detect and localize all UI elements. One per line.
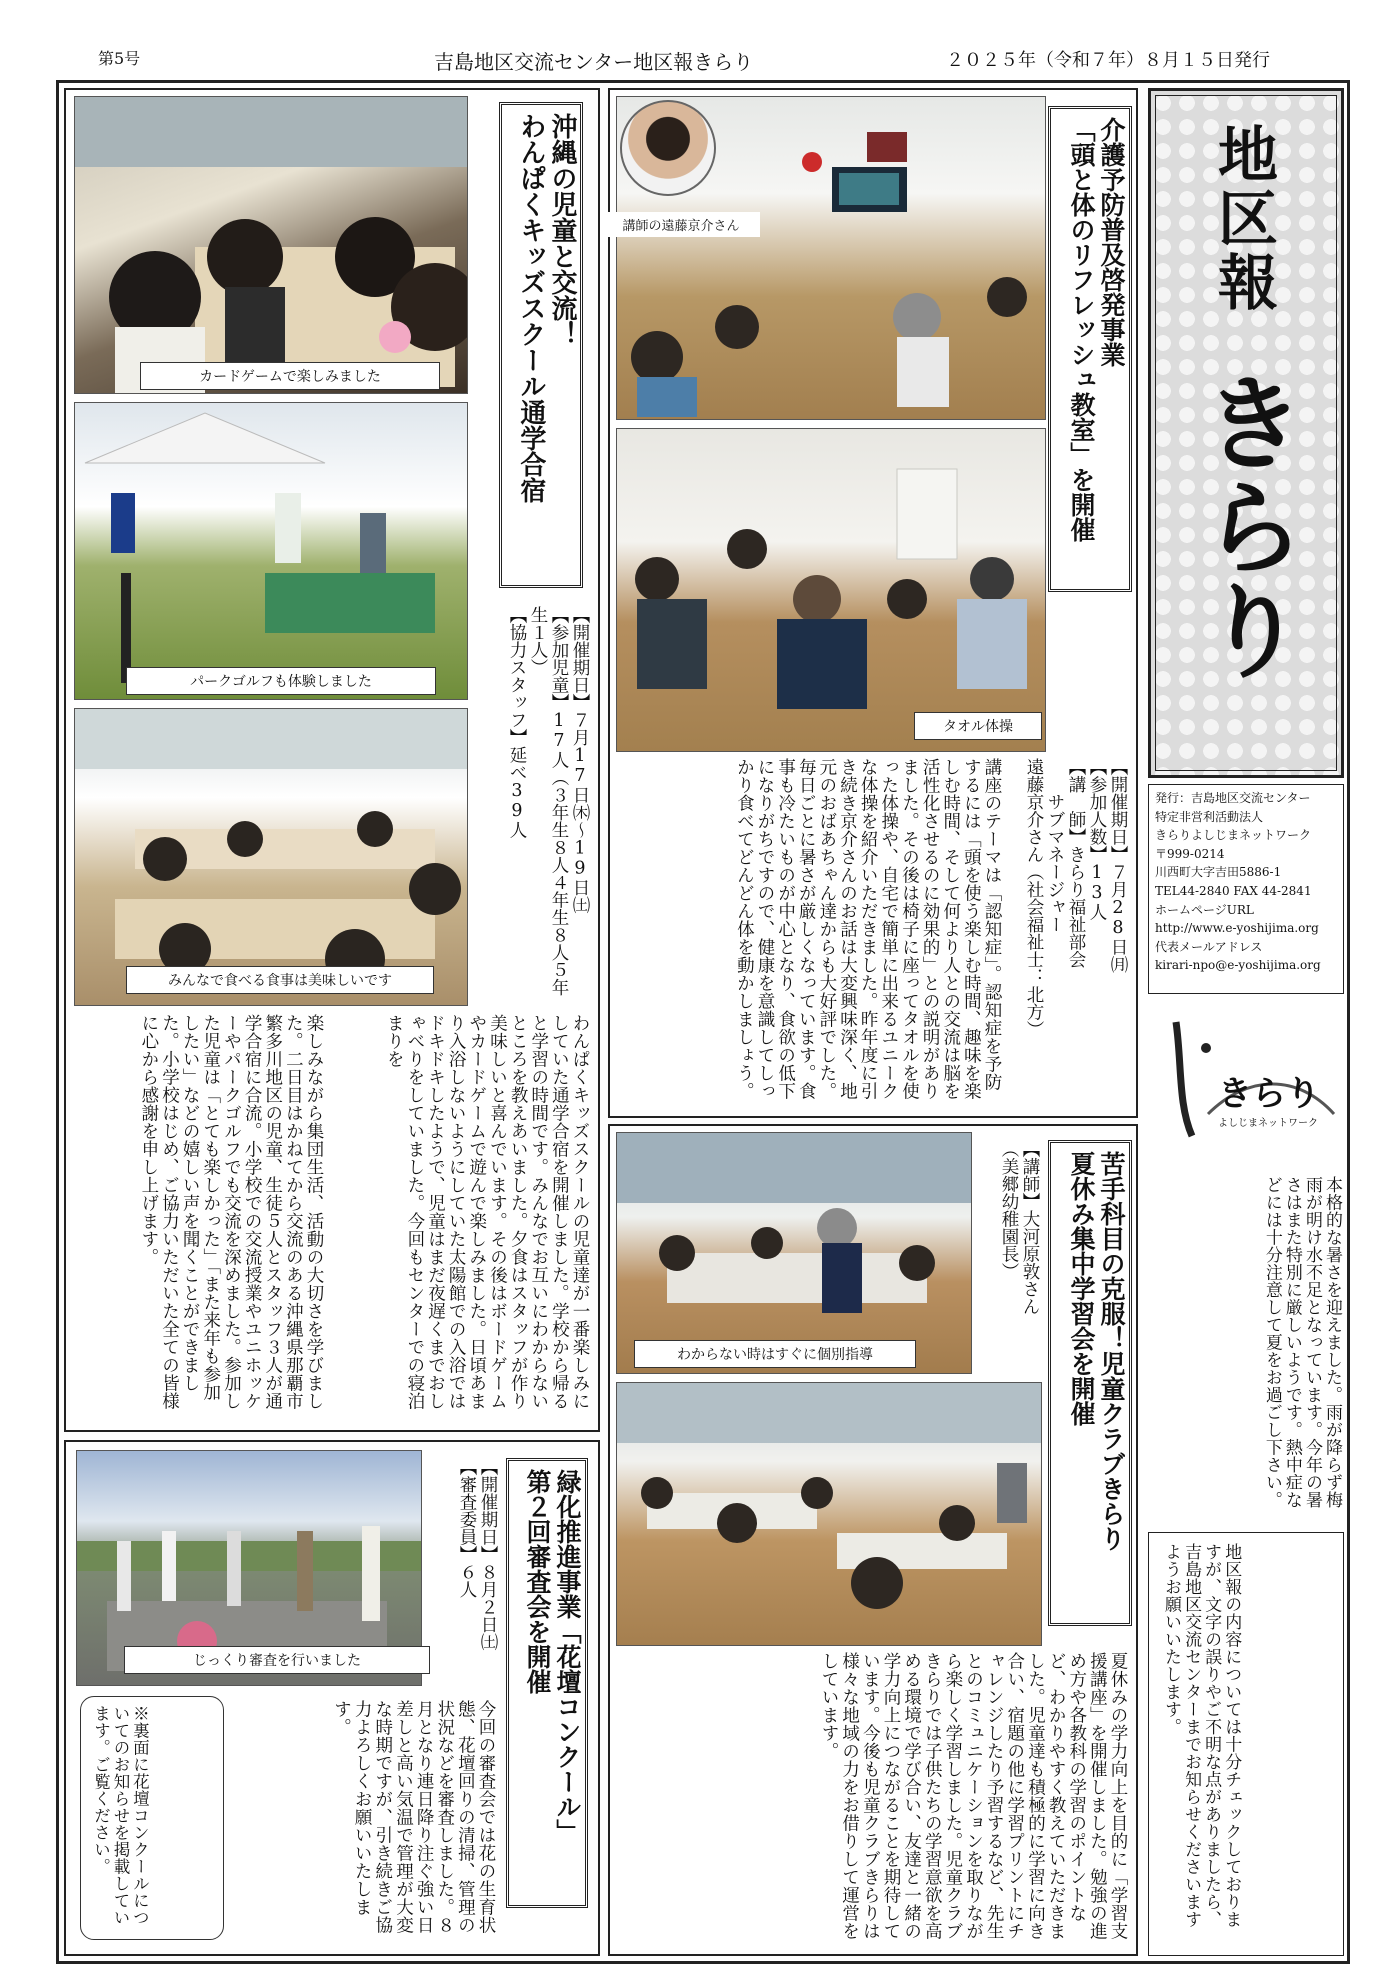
notice-box: [1148, 1532, 1344, 1956]
study-title-line1: 苦手科目の克服！児童クラブきらり: [1097, 1151, 1126, 1551]
green-title: [506, 1458, 588, 1908]
kaigo-title-line1: 介護予防普及啓発事業: [1097, 117, 1126, 367]
meal-photo: [74, 708, 468, 1006]
card-game-illustration: [75, 97, 467, 393]
publisher-line: 特定非営利活動法人: [1155, 809, 1264, 824]
publisher-info: [1148, 784, 1344, 994]
kirari-logo: [1148, 1004, 1344, 1152]
park-golf-photo: [74, 402, 468, 700]
kids-info-staff: 【協力スタッフ】延べ39人: [507, 606, 527, 839]
kids-info-children: 【参加児童】17人（３年生８人４年生８人５年生１人）: [528, 606, 569, 996]
lecturer-portrait: [620, 100, 716, 196]
park-golf-illustration: [75, 403, 467, 699]
green-info: [428, 1458, 498, 1678]
publisher-line: TEL44-2840 FAX 44-2841: [1155, 883, 1312, 898]
card-game-photo: [74, 96, 468, 394]
kids-info: [472, 606, 590, 1000]
tutoring-illustration: [617, 1133, 971, 1373]
study-title: [1048, 1140, 1132, 1626]
meal-illustration: [75, 709, 467, 1005]
caption-park-golf: パークゴルフも体験しました: [126, 667, 436, 695]
caption-review: じっくり審査を行いました: [124, 1646, 430, 1674]
issue-number: 第5号: [98, 49, 141, 68]
kaigo-info-date: 【開催期日】７月28日㈪: [1108, 758, 1128, 973]
green-note: ※裏面に花壇コンクールについてのお知らせを掲載しています。ご覧ください。: [91, 1705, 150, 1926]
greeting-text: 本格的な暑さを迎えました。雨が降らず梅雨が明け水不足となっています。今年の暑さはまた特別に厳しいようです。熱中症などには十分注意して夏をお過ごし下さい。: [1261, 1176, 1342, 1509]
kaigo-info: [1010, 758, 1128, 1098]
green-note-box: [80, 1696, 224, 1940]
kaigo-info-count: 【参加人数】13人: [1087, 758, 1107, 921]
kaigo-info-lecturer: 【講 師】きらり福祉部会: [1066, 758, 1086, 968]
tutoring-photo: [616, 1132, 972, 1374]
masthead-title: きらり: [1184, 369, 1307, 681]
logo-subtext: よしじまネットワーク: [1218, 1118, 1318, 1129]
masthead-subtitle: 地区報: [1208, 123, 1278, 315]
email-link[interactable]: kirari-npo@e-yoshijima.org: [1155, 958, 1321, 973]
towel-exercise-photo: [616, 428, 1046, 752]
masthead: [1148, 88, 1344, 778]
notice-text: 地区報の内容については十分チェックしておりますが、文字の誤りやご不明な点がありましたら、吉島地区交流センターまでお知らせくださいますようお願いいたします。: [1161, 1543, 1242, 1928]
kids-body-1: わんぱくキッズスクールの児童達が一番楽しみにしていた通学合宿を開催しました。学校から帰ると学習の時間です。みんなでお互いにわからないところを教えあいました。夕食はスタッフが作り美味しいと喜んでいます。その後はボードゲームやカードゲームで遊んで楽しみました。日頃あまり入浴しないようにしていた太陽館での入浴ではドキドキしたようで、児童はまだ夜遅くまでおしゃべりをしていました。今回もセンターでの寝泊まりを: [384, 1014, 590, 1410]
kids-title-line2: わんぱくキッズスクール通学合宿: [515, 113, 546, 503]
kids-body-2: 楽しみながら集団生活、活動の大切さを学びました。二日目はかねてから交流のある沖縄県那覇市繁多川地区の児童、生徒５人とスタッフ３人が通学合宿に合流。小学校での交流授業やユニホッケーやパークゴルフでも交流を深めました。参加した児童は「とても楽しかった」「また来年も参加したい」などの嬉しい声を聞くことができました。小学校はじめ、ご協力いただいた全ての皆様に心から感謝を申し上げます。: [138, 1014, 324, 1410]
kids-title: [499, 102, 583, 588]
logo-text: きらり: [1218, 1074, 1320, 1114]
study-body: 夏休みの学力向上を目的に「学習支援講座」を開催しました。勉強の進め方や各教科の学習のポイントなど、わかりやすく教えていただきました。児童達も積極的に学習に向き合い、宿題の他に学習プリントにチャレンジしたり予習するなど、先生とのコミュニケーションを取りながら楽しく学習しました。児童クラブきらりでは子供たちの学習意欲を高める環境で学び合い、友達と一緒の学力向上につながることを期待しています。今後も児童クラブきらりは様々な地域の力をお借りして運営をしています。: [819, 1652, 1128, 1940]
caption-towel-exercise: タオル体操: [914, 712, 1042, 740]
kids-title-line1: 沖縄の児童と交流！: [547, 113, 577, 347]
publisher-line: 発行：吉島地区交流センター: [1155, 791, 1311, 805]
green-info-judges: 【審査委員】６人: [457, 1458, 477, 1598]
study-room-illustration: [617, 1383, 1041, 1645]
kaigo-info-name: 遠藤京介さん（社会福祉士：北方）: [1024, 758, 1044, 1038]
website-link[interactable]: http://www.e-yoshijima.org: [1155, 921, 1319, 936]
caption-tutoring: わからない時はすぐに個別指導: [634, 1340, 916, 1368]
green-title-line2: 第２回審査会を開催: [523, 1469, 552, 1694]
caption-lecturer: 講師の遠藤京介さん: [602, 212, 760, 237]
caption-card-game: カードゲームで楽しみました: [140, 362, 440, 390]
publisher-line: 〒999-0214: [1155, 846, 1225, 861]
kaigo-body: 講座のテーマは「認知症」。認知症を予防するには「頭を使う楽しむ時間、趣味を楽しむ時間、そして何より人との交流は脳を活性化させるのに効果的」との説明がありました。その後は椅子に座ってタオルを使った体操や、自宅で簡単に出来るユニークな体操を紹介いただきました。昨年度に引き続き京介さんのお話は大変興味深く、地元のおばあちゃん達からも大好評でした。毎日ごとに暑さが厳しくなっています。食事も冷たいものが中心となり、食欲の低下になりがちですので、健康を意識してしっかり食べてどんどん体を動かしましょう。: [734, 758, 1002, 1100]
caption-meal: みんなで食べる食事は美味しいです: [126, 966, 434, 994]
publisher-line: 代表メールアドレス: [1155, 939, 1263, 954]
issue-date: ２０２５年（令和７年）８月１５日発行: [946, 50, 1270, 71]
green-body: 今回の審査会では花の生育状態、花壇回りの清掃、管理の状況などを審査しました。８月となり連日降り注ぐ強い日差しと高い気温で管理が大変な時期ですが、引き続きご協力よろしくお願いいたします。: [331, 1700, 496, 1934]
study-info: [976, 1140, 1040, 1360]
kids-info-dates: 【開催期日】７月17日㈭～19日㈯: [570, 606, 590, 914]
publisher-line: ホームページURL: [1155, 902, 1254, 917]
towel-exercise-illustration: [617, 429, 1045, 751]
green-info-date: 【開催期日】８月２日㈯: [478, 1458, 498, 1651]
paper-title: 吉島地区交流センター地区報きらり: [434, 50, 754, 74]
publisher-line: きらりよしじまネットワーク: [1155, 828, 1312, 843]
study-info-affiliation: （美郷幼稚園長）: [999, 1140, 1019, 1280]
kaigo-title-line2: 「頭と体のリフレッシュ教室」を開催: [1067, 117, 1096, 542]
study-title-line2: 夏休み集中学習会を開催: [1067, 1151, 1096, 1426]
study-room-photo: [616, 1382, 1042, 1646]
kaigo-title: [1048, 106, 1132, 592]
publisher-line: 川西町大字吉田5886-1: [1155, 865, 1282, 880]
study-info-lecturer: 【講師】大河原敦さん: [1020, 1140, 1040, 1315]
kaigo-info-role: サブマネージャー: [1045, 758, 1065, 933]
green-title-line1: 緑化推進事業「花壇コンクール」: [553, 1469, 582, 1844]
